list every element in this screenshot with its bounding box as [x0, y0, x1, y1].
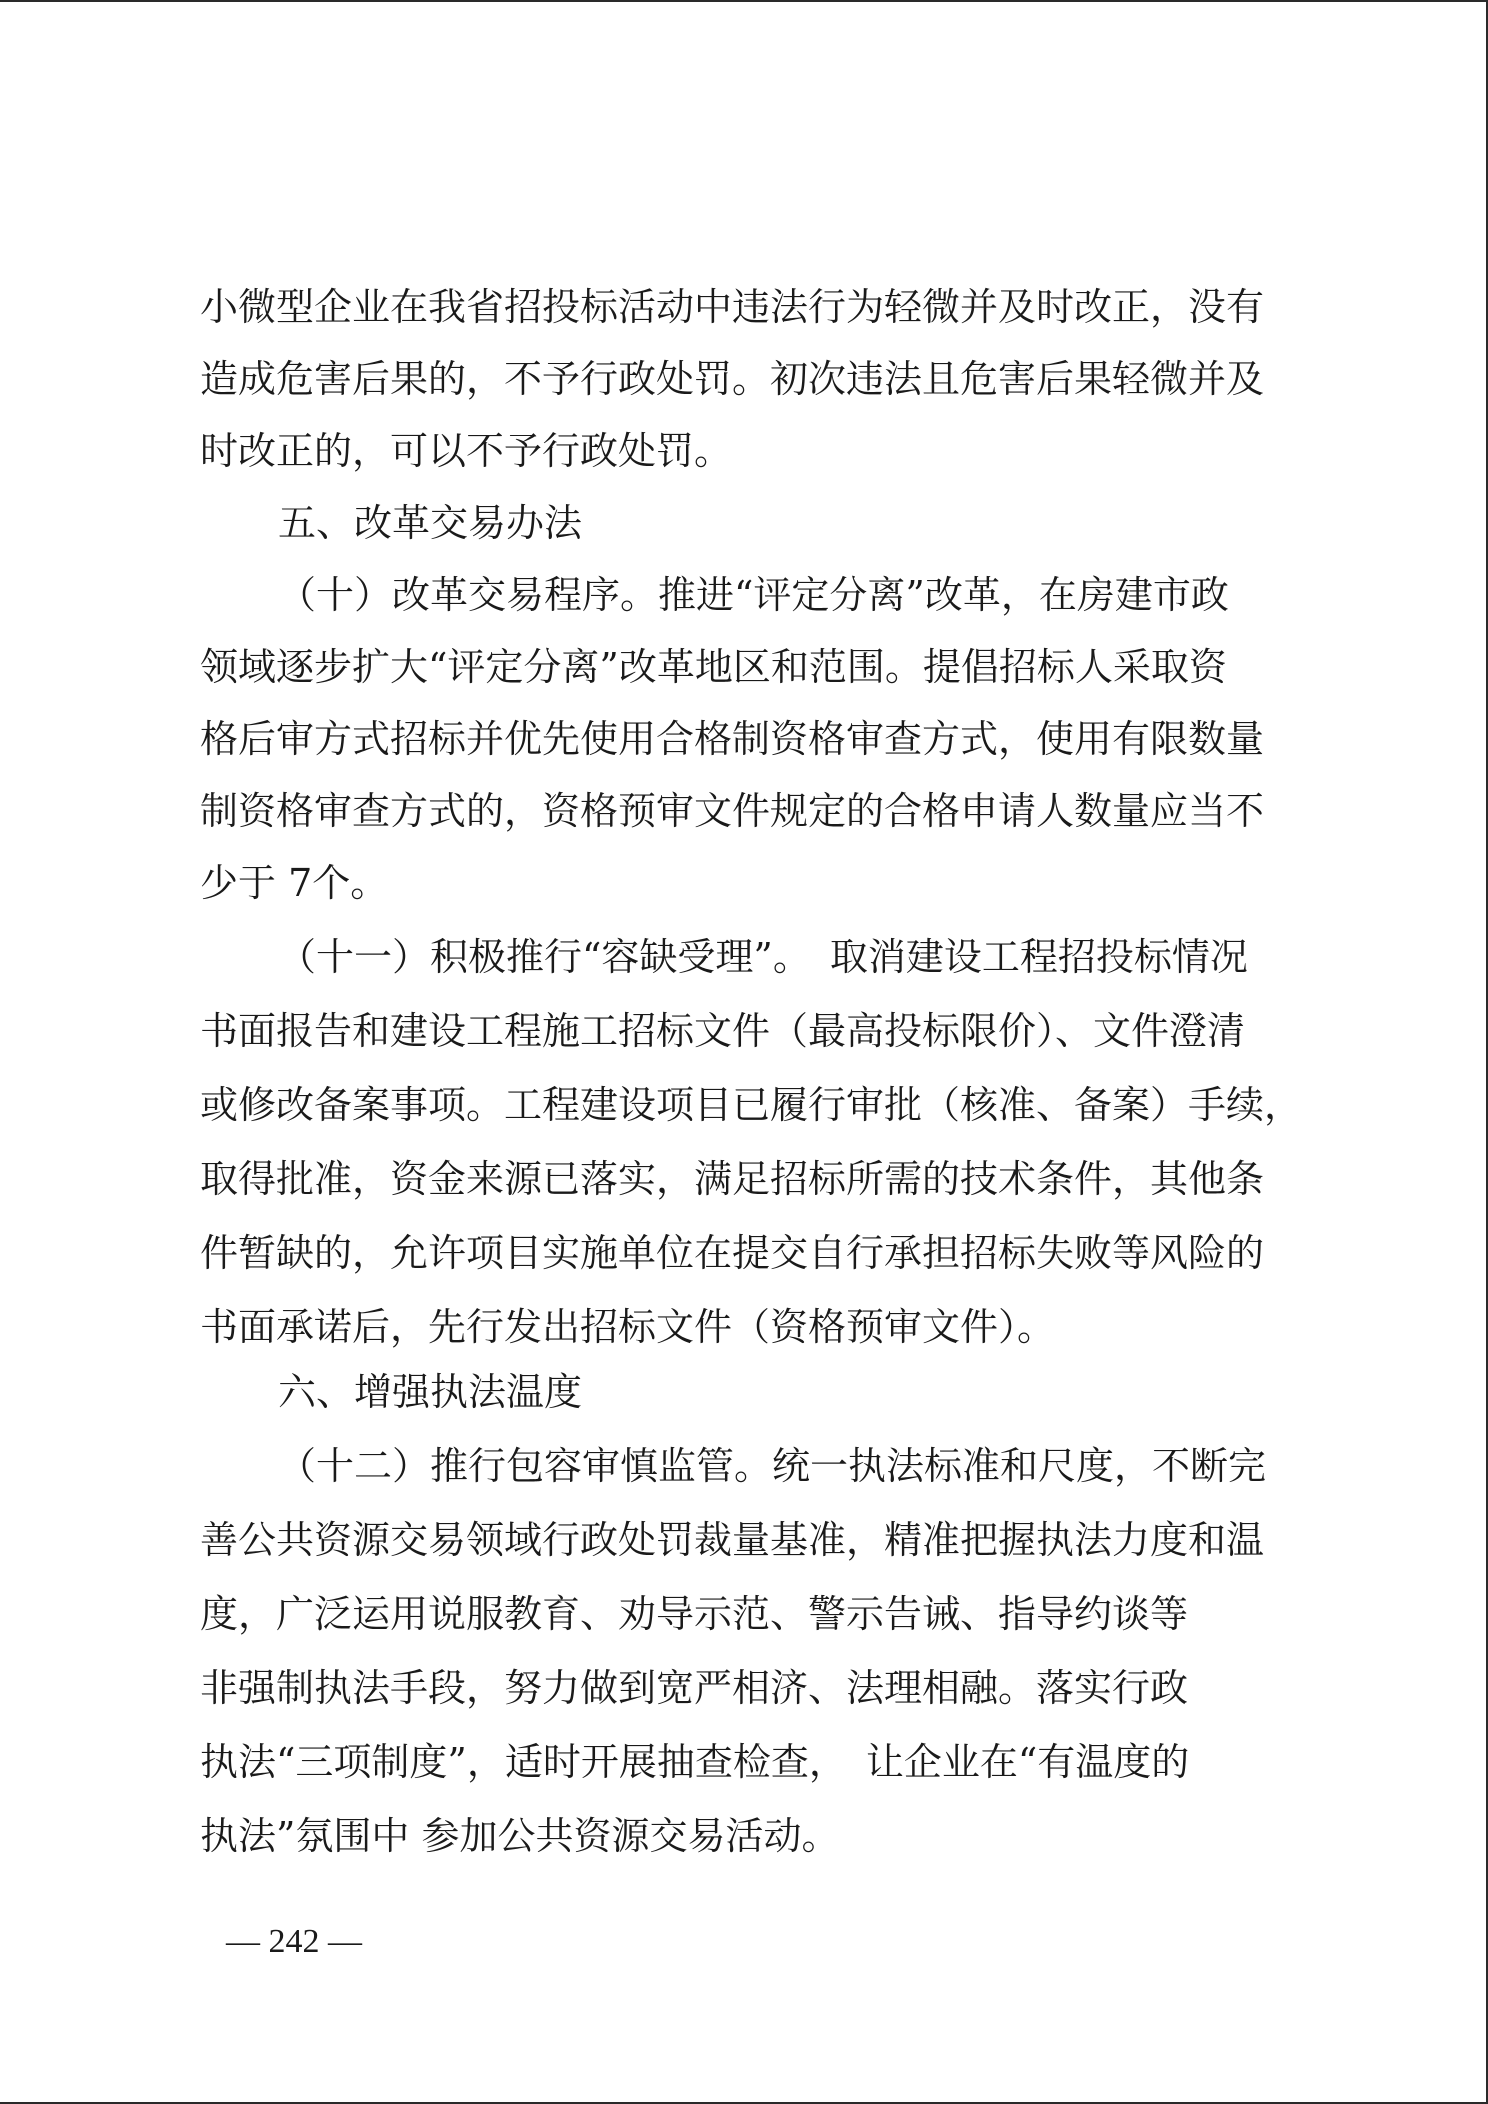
- paragraph-line: 或修改备案事项。工程建设项目已履行审批（核准、备案）手续，: [200, 1083, 1303, 1127]
- paragraph-line: 小微型企业在我省招投标活动中违法行为轻微并及时改正，没有: [200, 285, 1265, 329]
- section-heading: 五、改革交易办法: [278, 501, 583, 545]
- paragraph-line: 造成危害后果的，不予行政处罚。初次违法且危害后果轻微并及: [200, 357, 1265, 401]
- paragraph-line: 件暂缺的，允许项目实施单位在提交自行承担招标失败等风险的: [200, 1231, 1265, 1275]
- paragraph-line: 执法“三项制度”，适时开展抽查检查， 让企业在“有温度的: [200, 1740, 1190, 1784]
- paragraph-line: 格后审方式招标并优先使用合格制资格审查方式，使用有限数量: [200, 717, 1265, 761]
- page-number: — 242 —: [226, 1923, 362, 1960]
- paragraph-line: 制资格审查方式的，资格预审文件规定的合格申请人数量应当不: [200, 789, 1265, 833]
- paragraph-line: 取得批准，资金来源已落实，满足招标所需的技术条件，其他条: [200, 1157, 1265, 1201]
- paragraph-line: 时改正的，可以不予行政处罚。: [200, 429, 733, 473]
- section-heading: 六、增强执法温度: [278, 1370, 583, 1414]
- paragraph-line: 度，广泛运用说服教育、劝导示范、警示告诫、指导约谈等: [200, 1592, 1189, 1636]
- paragraph-line: 善公共资源交易领域行政处罚裁量基准，精准把握执法力度和温: [200, 1518, 1265, 1562]
- paragraph-line: （十二）推行包容审慎监管。统一执法标准和尺度，不断完: [278, 1444, 1267, 1488]
- page-border-top: [0, 0, 1488, 2]
- paragraph-line: 执法”氛围中 参加公共资源交易活动。: [200, 1814, 840, 1858]
- paragraph-line: 少于 7个。: [200, 861, 389, 905]
- paragraph-line: 书面承诺后，先行发出招标文件（资格预审文件）。: [200, 1305, 1056, 1349]
- paragraph-line: （十）改革交易程序。推进“评定分离”改革，在房建市政: [278, 573, 1229, 617]
- paragraph-line: （十一）积极推行“容缺受理”。 取消建设工程招投标情况: [278, 935, 1248, 979]
- paragraph-line: 书面报告和建设工程施工招标文件（最高投标限价）、文件澄清: [200, 1009, 1246, 1053]
- paragraph-line: 非强制执法手段，努力做到宽严相济、法理相融。落实行政: [200, 1666, 1189, 1710]
- paragraph-line: 领域逐步扩大“评定分离”改革地区和范围。提倡招标人采取资: [200, 645, 1227, 689]
